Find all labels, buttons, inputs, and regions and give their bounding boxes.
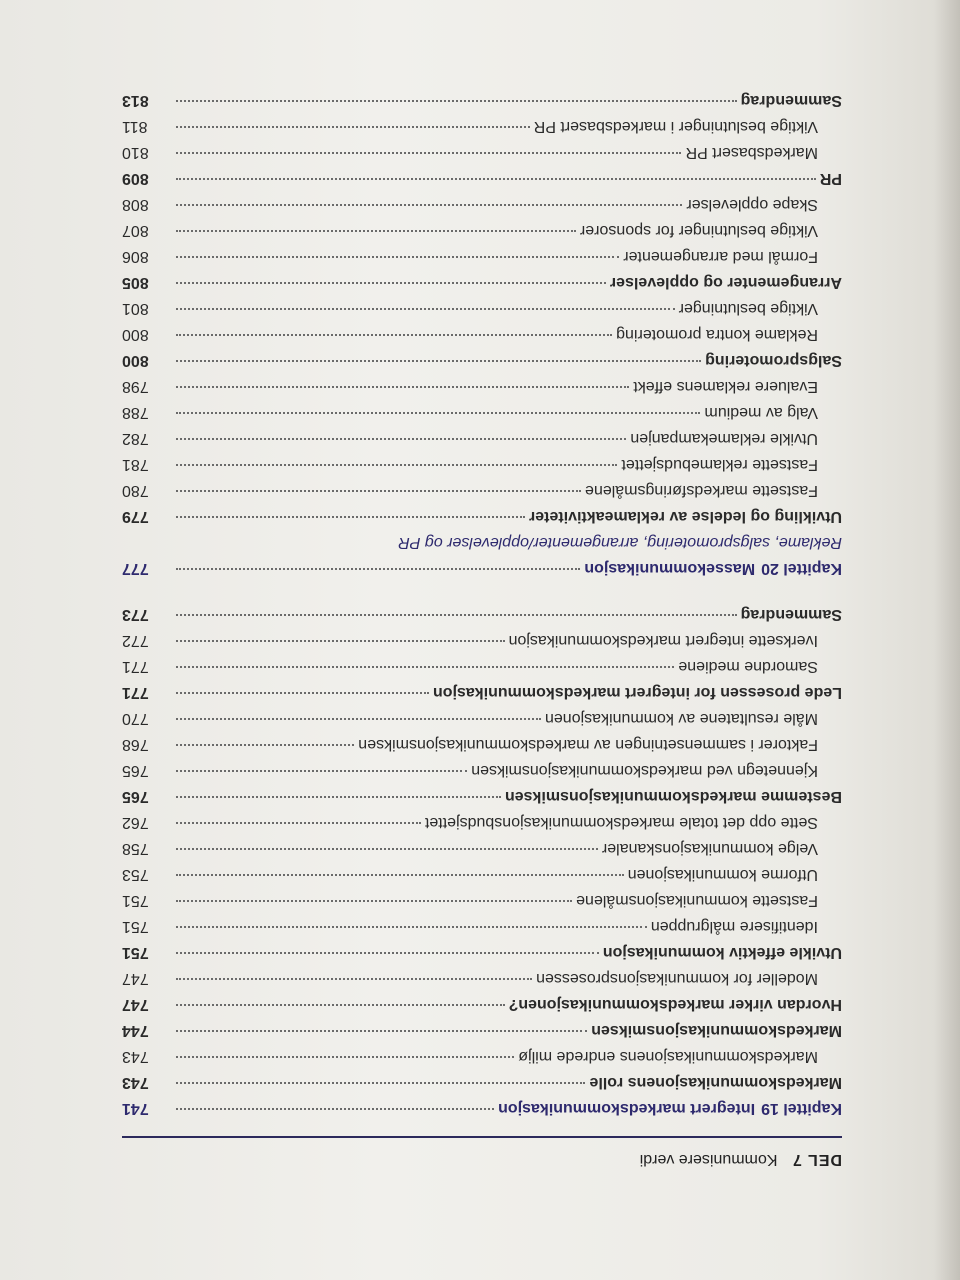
leader-dots — [176, 952, 599, 954]
entry-label: Sammendrag — [740, 92, 842, 109]
leader-dots — [176, 230, 576, 232]
entry-page-number: 782 — [122, 430, 149, 447]
chapter-title: Massekommunikasjon — [584, 560, 756, 577]
leader-dots — [176, 822, 421, 824]
toc-section-row — [122, 1065, 842, 1091]
entry-label: Evaluere reklamens effekt — [633, 378, 818, 395]
chapter-heading — [498, 1099, 842, 1117]
chapter-page-number: 741 — [122, 1100, 149, 1117]
leader-dots — [176, 900, 572, 902]
entry-label: Fastsette kommunikasjonsmålene — [576, 892, 818, 909]
leader-dots — [176, 178, 816, 180]
toc-section-row — [122, 935, 842, 961]
toc-section-row — [122, 987, 842, 1013]
entry-page-number: 751 — [122, 918, 149, 935]
entry-page-number: 810 — [122, 144, 149, 161]
leader-dots — [176, 848, 598, 850]
toc-subsection-row — [122, 883, 842, 909]
entry-label: PR — [819, 170, 842, 187]
section-gap — [122, 585, 842, 597]
toc-subsection-row — [122, 805, 842, 831]
entry-page-number: 805 — [122, 274, 149, 291]
entry-page-number: 780 — [122, 482, 149, 499]
leader-dots — [176, 464, 617, 466]
entry-label: Iverksette integrert markedskommunikasjon — [508, 632, 818, 649]
leader-dots — [176, 1030, 587, 1032]
part-title: Kommunisere verdi — [639, 1151, 778, 1168]
chapter-row — [122, 551, 842, 577]
entry-label: Viktige beslutninger i markedsbasert PR — [533, 118, 818, 135]
entry-label: Markedskommunikasjonens endrede miljø — [518, 1048, 818, 1065]
toc-section-row — [122, 779, 842, 805]
leader-dots — [176, 718, 541, 720]
chapter-number: Kapittel 20 — [761, 560, 842, 577]
toc-subsection-row — [122, 961, 842, 987]
entry-page-number: 773 — [122, 606, 149, 623]
toc-subsection-row — [122, 831, 842, 857]
toc-section-row — [122, 161, 842, 187]
leader-dots — [176, 490, 581, 492]
leader-dots — [176, 1108, 494, 1110]
toc-subsection-row — [122, 753, 842, 779]
entry-label: Viktige beslutninger — [678, 300, 818, 317]
entry-page-number: 781 — [122, 456, 149, 473]
chapter-row — [122, 1091, 842, 1117]
entry-label: Utforme kommunikasjonen — [627, 866, 818, 883]
entry-page-number: 808 — [122, 196, 149, 213]
leader-dots — [176, 770, 467, 772]
entry-page-number: 743 — [122, 1074, 149, 1091]
toc-section-row — [122, 499, 842, 525]
leader-dots — [176, 386, 629, 388]
entry-page-number: 771 — [122, 684, 149, 701]
entry-label: Arrangementer og opplevelser — [609, 274, 842, 291]
entry-page-number: 744 — [122, 1022, 149, 1039]
entry-page-number: 801 — [122, 300, 149, 317]
chapter-title: Integrert markedskommunikasjon — [498, 1100, 756, 1117]
chapter-heading — [584, 559, 842, 577]
leader-dots — [176, 926, 647, 928]
toc-section-row — [122, 675, 842, 701]
leader-dots — [176, 666, 674, 668]
entry-label: Valg av medium — [704, 404, 818, 421]
entry-label: Salgspromotering — [705, 352, 842, 369]
entry-page-number: 747 — [122, 970, 149, 987]
leader-dots — [176, 438, 626, 440]
leader-dots — [176, 978, 532, 980]
entry-label: Identifisere målgruppen — [650, 918, 818, 935]
entry-page-number: 743 — [122, 1048, 149, 1065]
leader-dots — [176, 1082, 585, 1084]
leader-dots — [176, 334, 612, 336]
toc-subsection-row — [122, 213, 842, 239]
toc-section-row — [122, 597, 842, 623]
entry-label: Utvikling og ledelse av reklameaktiviteter — [528, 508, 842, 525]
entry-page-number: 806 — [122, 248, 149, 265]
entry-label: Formål med arrangementer — [623, 248, 818, 265]
entry-page-number: 800 — [122, 326, 149, 343]
toc-subsection-row — [122, 473, 842, 499]
entry-label: Sette opp det totale markedskommunikasjonsbudsjettet — [424, 814, 818, 831]
entry-page-number: 765 — [122, 762, 149, 779]
toc-subsection-row — [122, 109, 842, 135]
leader-dots — [176, 360, 701, 362]
leader-dots — [176, 744, 354, 746]
toc-subsection-row — [122, 727, 842, 753]
entry-label: Kjennetegn ved markedskommunikasjonsmiksen — [471, 762, 818, 779]
entry-label: Fastsette reklamebudsjettet — [621, 456, 818, 473]
table-of-contents — [122, 83, 842, 1125]
entry-label: Utvikle reklamekampanjen — [630, 430, 818, 447]
entry-label: Sammendrag — [740, 606, 842, 623]
entry-label: Reklame kontra promotering — [616, 326, 818, 343]
entry-label: Markedsbasert PR — [685, 144, 818, 161]
entry-label: Skape opplevelser — [686, 196, 818, 213]
part-number: DEL 7 — [791, 1151, 842, 1168]
entry-page-number: 768 — [122, 736, 149, 753]
entry-label: Markedskommunikasjonens rolle — [589, 1074, 842, 1091]
entry-label: Velge kommunikasjonskanaler — [601, 840, 818, 857]
entry-page-number: 751 — [122, 892, 149, 909]
entry-page-number: 811 — [122, 118, 148, 135]
toc-section-row — [122, 1013, 842, 1039]
toc-subsection-row — [122, 421, 842, 447]
leader-dots — [176, 568, 580, 570]
leader-dots — [176, 308, 675, 310]
entry-page-number: 807 — [122, 222, 149, 239]
toc-subsection-row — [122, 135, 842, 161]
entry-label: Utvikle effektiv kommunikasjon — [602, 944, 842, 961]
leader-dots — [176, 1004, 505, 1006]
entry-page-number: 798 — [122, 378, 149, 395]
toc-subsection-row — [122, 239, 842, 265]
entry-page-number: 813 — [122, 92, 149, 109]
toc-subsection-row — [122, 1039, 842, 1065]
leader-dots — [176, 640, 505, 642]
chapter-subtitle: Reklame, salgspromotering, arrangementer/opplevelser og PR — [398, 534, 842, 551]
entry-label: Viktige beslutninger for sponsorer — [579, 222, 818, 239]
leader-dots — [176, 100, 737, 102]
entry-page-number: 771 — [122, 658, 149, 675]
toc-subsection-row — [122, 623, 842, 649]
leader-dots — [176, 796, 501, 798]
toc-section-row — [122, 83, 842, 109]
entry-page-number: 765 — [122, 788, 149, 805]
toc-subsection-row — [122, 187, 842, 213]
entry-label: Fastsette markedsføringsmålene — [585, 482, 818, 499]
leader-dots — [176, 204, 682, 206]
entry-label: Lede prosessen for integrert markedskommunikasjon — [432, 684, 842, 701]
entry-label: Samordne mediene — [678, 658, 818, 675]
part-header — [122, 1136, 842, 1168]
toc-subsection-row — [122, 909, 842, 935]
toc-subsection-row — [122, 395, 842, 421]
entry-label: Modeller for kommunikasjonsprosessen — [536, 970, 818, 987]
toc-subsection-row — [122, 369, 842, 395]
chapter-number: Kapittel 19 — [761, 1100, 842, 1117]
entry-label: Hvordan virker markedskommunikasjonen? — [508, 996, 842, 1013]
entry-label: Faktorer i sammensetningen av markedskommunikasjonsmiksen — [358, 736, 818, 753]
entry-page-number: 758 — [122, 840, 149, 857]
entry-page-number: 751 — [122, 944, 149, 961]
entry-page-number: 800 — [122, 352, 149, 369]
entry-page-number: 753 — [122, 866, 149, 883]
leader-dots — [176, 282, 606, 284]
entry-page-number: 770 — [122, 710, 149, 727]
leader-dots — [176, 412, 700, 414]
leader-dots — [176, 692, 429, 694]
toc-subsection-row — [122, 649, 842, 675]
entry-page-number: 779 — [122, 508, 149, 525]
entry-label: Bestemme markedskommunikasjonsmiksen — [504, 788, 842, 805]
entry-page-number: 772 — [122, 632, 149, 649]
toc-section-row — [122, 343, 842, 369]
leader-dots — [176, 874, 624, 876]
toc-subsection-row — [122, 317, 842, 343]
entry-page-number: 762 — [122, 814, 149, 831]
toc-subsection-row — [122, 857, 842, 883]
toc-subsection-row — [122, 701, 842, 727]
leader-dots — [176, 516, 525, 518]
leader-dots — [176, 1056, 514, 1058]
entry-page-number: 747 — [122, 996, 149, 1013]
toc-subsection-row — [122, 291, 842, 317]
toc-section-row — [122, 265, 842, 291]
leader-dots — [176, 256, 619, 258]
entry-label: Måle resultatene av kommunikasjonen — [544, 710, 818, 727]
entry-page-number: 809 — [122, 170, 149, 187]
toc-subsection-row — [122, 447, 842, 473]
chapter-page-number: 777 — [122, 560, 149, 577]
leader-dots — [176, 152, 682, 154]
leader-dots — [176, 614, 737, 616]
leader-dots — [176, 126, 530, 128]
entry-page-number: 788 — [122, 404, 149, 421]
entry-label: Markedskommunikasjonsmiksen — [591, 1022, 842, 1039]
